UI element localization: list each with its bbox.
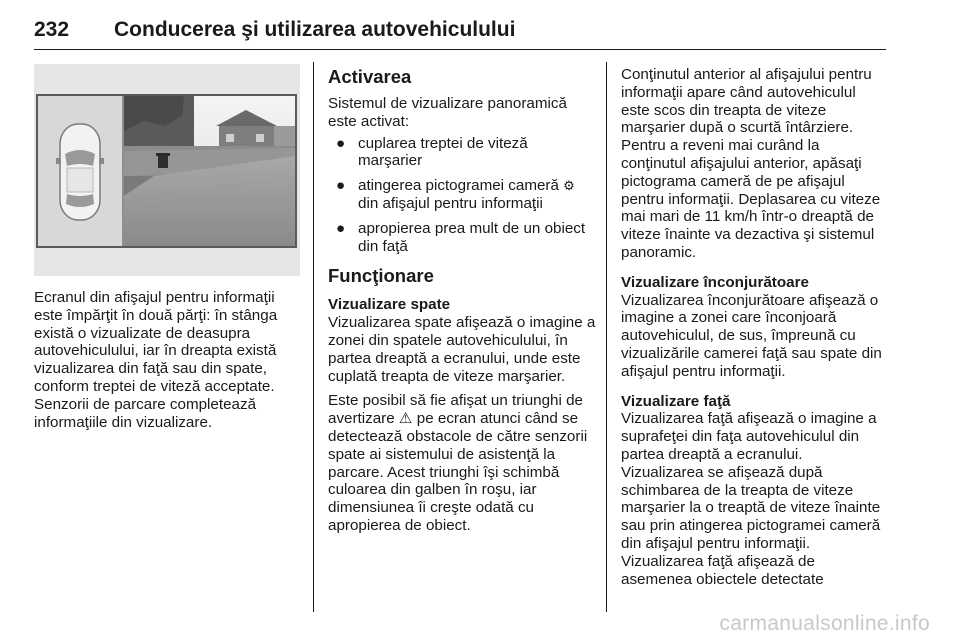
camera-gear-icon: ⚙ bbox=[563, 178, 575, 194]
bullet-icon: ● bbox=[336, 219, 346, 237]
paragraph-text: Este posibil să fie afişat un triunghi de avertizare bbox=[328, 392, 583, 428]
bullet-icon: ● bbox=[336, 177, 346, 195]
column-divider bbox=[313, 62, 314, 612]
camera-display-illustration bbox=[34, 64, 300, 276]
car-top-view-icon bbox=[38, 96, 122, 246]
figure-caption: Ecranul din afişajul pentru informaţii este împărţit în două părţi: în stânga există o vizualizate de deasupra autovehiculului, iar în dreapta există vizualizarea din faţă sau din spate, conform treptei de viteză acceptate. Senzorii de parcare completează informaţiile din vizualizare. bbox=[34, 289, 278, 431]
paragraph-continut: Conţinutul anterior al afişajului pentru informaţii apare când autovehiculul este scos din treapta de viteze marşarier după o scurtă întârziere. Pentru a reveni mai curând la conţinutul afişajului anterior, apăsaţi pictograma cameră de pe afişajul pentru informaţii. Deplasarea cu viteze mai mari de 11 km/h într-o dreaptă de viteze înainte va dezactiva şi sistemul panoramic. bbox=[621, 66, 881, 261]
column-middle bbox=[328, 66, 596, 542]
bullet-icon: ● bbox=[336, 134, 346, 152]
camera-view-panel bbox=[124, 96, 295, 246]
watermark: carmanualsonline.info bbox=[719, 612, 930, 635]
heading-vizualizare-fata: Vizualizare faţă bbox=[621, 392, 731, 410]
list-item-text: cuplarea treptei de viteză marşarier bbox=[358, 134, 528, 170]
column-divider bbox=[606, 62, 607, 612]
heading-activare: Activarea bbox=[328, 66, 412, 87]
page-number: 232 bbox=[34, 18, 70, 41]
list-item bbox=[328, 135, 596, 171]
paragraph-text: pe ecran atunci când se detectează obstacole de către senzorii spate ai sistemului de asistenţă la parcare. Acest triunghi îşi schimbă culoarea din galben în roşu, iar dimensiunea îi creşte odată cu apropierea de obiect. bbox=[328, 410, 588, 534]
info-display-screen bbox=[36, 94, 297, 248]
heading-vizualizare-spate: Vizualizare spate bbox=[328, 296, 451, 314]
page-title: Conducerea şi utilizarea autovehiculului bbox=[114, 18, 516, 41]
paragraph-triunghi bbox=[328, 392, 596, 534]
list-item bbox=[328, 220, 596, 256]
list-item-text: apropierea prea mult de un obiect din faţă bbox=[358, 219, 586, 255]
page-header bbox=[34, 10, 886, 50]
activation-list bbox=[328, 135, 596, 256]
paragraph-spate: Vizualizarea spate afişează o imagine a zonei din spatele autovehiculului, în partea dreaptă a ecranului, unde este cuplată treapta de viteze marşarier. bbox=[328, 314, 596, 385]
list-item-text: din afişajul pentru informaţii bbox=[358, 194, 543, 212]
warning-triangle-icon: ⚠ bbox=[398, 410, 413, 428]
driveway-camera-image bbox=[124, 96, 295, 246]
paragraph-activare: Sistemul de vizualizare panoramică este activat: bbox=[328, 95, 567, 130]
heading-vizualizare-inconjuratoare: Vizualizare înconjurătoare bbox=[621, 273, 809, 291]
top-view-panel bbox=[38, 96, 122, 246]
column-right bbox=[621, 66, 887, 595]
column-left bbox=[34, 289, 296, 438]
list-item-text: atingerea pictogramei cameră bbox=[358, 177, 559, 195]
list-item bbox=[328, 177, 596, 213]
paragraph-inconjuratoare: Vizualizarea înconjurătoare afişează o imagine a zonei care înconjoară autovehiculul, de sus, împreună cu vizualizările camerei faţă sau spate din afişajul pentru informaţii. bbox=[621, 291, 882, 380]
paragraph-fata: Vizualizarea faţă afişează o imagine a suprafeţei din faţa autovehiculul din partea dreaptă a ecranului. Vizualizarea se afişează după schimbarea de la treapta de viteze marşarier la o treaptă de viteze înainte sau prin atingerea pictogramei cameră din afişajul pentru informaţii. Vizualizarea faţă afişează de asemenea obiectele detectate bbox=[621, 410, 881, 588]
heading-functionare: Funcţionare bbox=[328, 265, 434, 287]
